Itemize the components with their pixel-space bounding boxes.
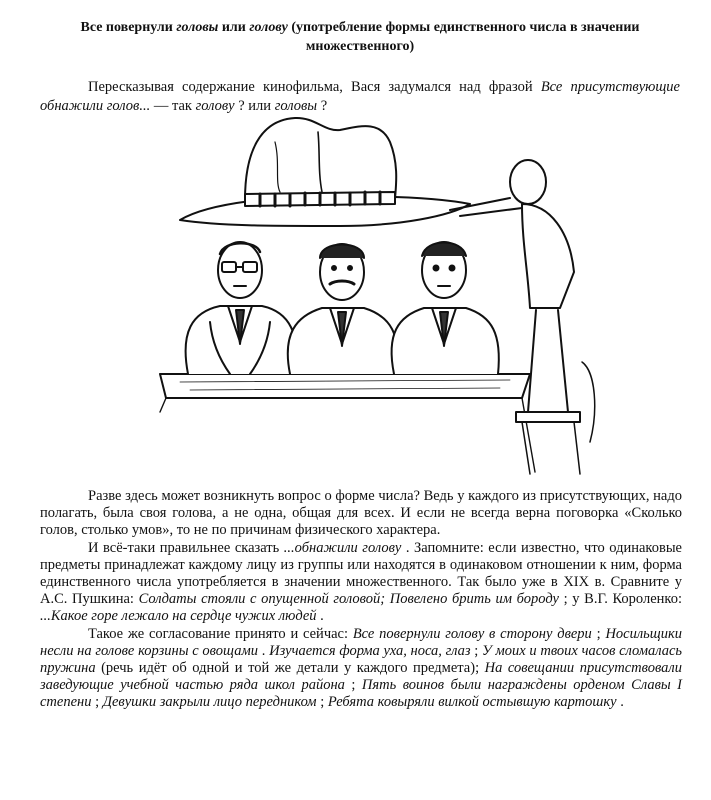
- man-right: [392, 242, 499, 374]
- p3-text: Такое же согласование принято и сейчас:: [88, 625, 353, 642]
- intro-word: голову: [195, 98, 235, 114]
- p2-pushkin-quote: Солдаты стояли с опущенной головой; Повелено брить им бороду: [138, 591, 559, 608]
- intro-word: головы: [274, 98, 318, 114]
- title-part: (употребление формы единственного числа в значении множественного): [287, 20, 640, 54]
- p3-text: ;: [470, 642, 482, 659]
- intro-text: ?: [317, 98, 328, 114]
- p2-text: ; у В.Г. Короленко:: [558, 591, 682, 608]
- table: [160, 374, 535, 472]
- p3-example: Изучается форма уха, носа, глаз: [269, 642, 471, 659]
- title-part: или: [218, 20, 250, 35]
- p3-example: Все повернули голову в сторону двери: [352, 625, 592, 642]
- p3-example: Ребята ковыряли вилкой остывшую картошку: [327, 694, 617, 711]
- p3-text: (речь идёт об одной и той же детали у каждого предмета);: [95, 660, 485, 677]
- p3-example: Пять воинов были награждены орденом Славы I степени: [40, 677, 683, 711]
- p3-text: ;: [91, 694, 103, 711]
- p2-text: . Запомните: если известно, что одинаковые предметы принадлежат каждому лицу из группы или находятся в одинаковом отношении к ним, форма единственного числа употребляется в значении множественного. Так было уже в XIX в. Сравните у А.С. Пушкина:: [40, 539, 682, 608]
- p3-example: Носильщики несли на голове корзины с овощами: [40, 625, 682, 659]
- intro-paragraph: [40, 78, 680, 116]
- man-left: [186, 242, 297, 374]
- paragraph-2: [40, 540, 682, 626]
- p3-text: ;: [344, 677, 362, 694]
- p2-example: ...обнажили голову: [283, 539, 402, 556]
- p3-example: У моих и твоих часов сломалась пружина: [40, 642, 682, 677]
- giant-hat: [180, 118, 470, 226]
- p3-text: .: [258, 642, 270, 659]
- p3-text: ;: [591, 625, 606, 642]
- title-italic-golovu: голову: [249, 20, 288, 35]
- body-text: [40, 488, 682, 712]
- paragraph-1: Разве здесь может возникнуть вопрос о форме числа? Ведь у каждого из присутствующих, надо полагать, была своя голова, а не одна, общая для всех. И если не всегда верна поговорка «Сколько голов, столько умов», то не по причинам физического характера.: [40, 488, 682, 539]
- p3-text: .: [616, 694, 624, 711]
- p2-text: И всё-таки правильнее сказать: [88, 539, 284, 556]
- cartoon-illustration: [150, 112, 620, 484]
- p2-text: .: [316, 608, 324, 625]
- intro-quote: Все присутствующие обнажили голов...: [40, 79, 680, 114]
- p3-example: На совещании присутствовали заведующие учебной частью ряда школ района: [40, 660, 682, 694]
- p3-text: ;: [316, 694, 328, 711]
- intro-text: Пересказывая содержание кинофильма, Вася задумался над фразой: [88, 79, 541, 95]
- title-part: Все повернули: [80, 20, 177, 35]
- p3-example: Девушки закрыли лицо передником: [102, 694, 317, 711]
- p2-korolenko-quote: ...Какое горе лежало на сердце чужих людей: [40, 608, 317, 625]
- paragraph-3: [40, 626, 682, 712]
- intro-text: ? или: [234, 98, 275, 114]
- title-italic-golovy: головы: [176, 20, 219, 35]
- intro-text: — так: [150, 98, 196, 114]
- page-title: [40, 18, 680, 56]
- man-center: [288, 244, 398, 374]
